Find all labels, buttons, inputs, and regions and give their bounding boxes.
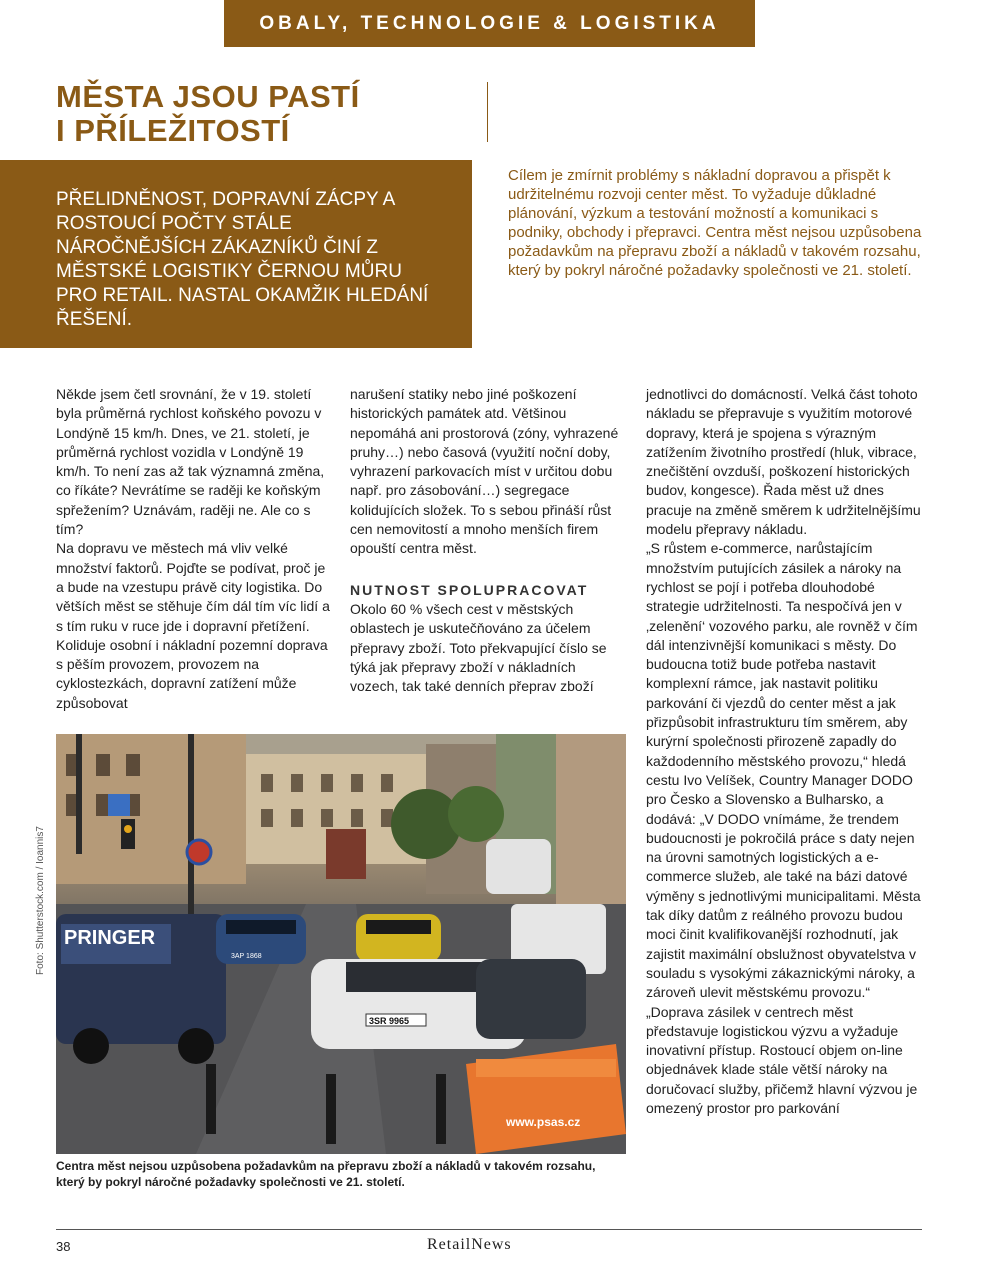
lead-text: PŘELIDNĚNOST, DOPRAVNÍ ZÁCPY A ROSTOUCÍ POČTY STÁLE NÁROČNĚJŠÍCH ZÁKAZNÍKŮ ČINÍ Z MĚSTSKÉ LOGISTIKY ČERNOU MŮRU PRO RETAIL. NASTAL OKAMŽIK HLEDÁNÍ ŘEŠENÍ. xyxy=(56,189,429,330)
headline-divider xyxy=(487,82,488,142)
headline-line-1: MĚSTA JSOU PASTÍ xyxy=(56,79,360,114)
column-3 xyxy=(646,385,923,1118)
column-2 xyxy=(350,385,627,696)
paragraph: narušení statiky nebo jiné poškození historických památek atd. Většinou nepomáhá ani prostorová (zóny, vyhrazené pruhy…) nebo časová (využití noční doby, vyhrazení parkovacích míst v určitou dobu např. pro zásobování…) segregace kolidujících složek. To s sebou přináší růst cen nemovitostí a mnoho menších firem opouští centra měst. xyxy=(350,386,619,557)
van-text: PRINGER xyxy=(64,927,156,949)
paragraph: Někde jsem četl srovnání, že v 19. století byla průměrná rychlost koňského povozu v Londýně 15 km/h. Dnes, ve 21. století, je průměrná rychlost vozidla v Londýně 19 km/h. To není zas až tak významná změna, co říkáte? Nevrátíme se raději ke koňským spřežením? Uznávám, raději ne. Ale co s tím? xyxy=(56,386,325,538)
section-banner xyxy=(224,0,755,47)
street-traffic-photo xyxy=(56,734,626,1154)
headline-line-2: I PŘÍLEŽITOSTÍ xyxy=(56,113,290,148)
photo-illustration xyxy=(56,734,626,1154)
footer-rule xyxy=(56,1229,922,1230)
lead-box xyxy=(0,160,472,348)
paragraph: „Doprava zásilek v centrech měst představuje logistickou výzvu a vyžaduje inovativní přístup. Rostoucí objem on-line objednávek klade stále větší nároky na doručovací služby, přičemž hlavní výzvou je omezený prostor pro parkování xyxy=(646,1003,918,1116)
bin-text: www.psas.cz xyxy=(506,1115,581,1129)
section-label: OBALY, TECHNOLOGIE & LOGISTIKA xyxy=(259,12,720,34)
subheading: NUTNOST SPOLUPRACOVAT xyxy=(350,581,589,598)
car-plate: 3SR 9965 xyxy=(369,1016,410,1026)
magazine-logo: RetailNews xyxy=(427,1236,512,1253)
paragraph: „S růstem e-commerce, narůstajícím množstvím putujících zásilek a nároky na rychlost se pojí i potřeba dlouhodobé strategie udržitelnosti. Ta nespočívá jen v ‚zelenění‘ vozového parku, ale rovněž v čím dál intenzivnější komunikaci s městy. Do budoucna totiž bude potřeba nastavit komplexní rámce, jak nastavit politiku parkování či vjezdů do center měst a jak přizpůsobit infrastrukturu tím směrem, aby kurýrní společnosti přirozeně zapadly do každodenního městského provozu,“ hledá cestu Ivo Velíšek, Country Manager DODO pro Česko a Slovensko a Bulharsko, a dodává: „V DODO vnímáme, že trendem budoucnosti je pokročilá práce s daty nejen na úrovni samotných logistických a e-commerce služeb, ale také na bázi datové výměny s jednotlivými municipalitami. Města tak díky datům z reálného provozu budou moci činit kvalifikovanější rozhodnutí, jak zajistit maximální obslužnost obyvatelstva v souladu s vysokými zákaznickými nároky, a zároveň ulevit městskému provozu.“ xyxy=(646,540,921,1001)
column-1 xyxy=(56,385,333,713)
intro-paragraph: Cílem je zmírnit problémy s nákladní dopravou a přispět k udržitelnému rozvoji center měst. To vyžaduje důkladné plánování, výzkum a testování možností a komunikaci s podniky, obchody i přepravci. Centra měst nejsou uzpůsobena požadavkům na přepravu zboží a nákladů v takovém rozsahu, který by pokryl náročné požadavky společnosti ve 21. století. xyxy=(508,167,922,279)
page-number: 38 xyxy=(56,1239,71,1254)
paragraph: Okolo 60 % všech cest v městských oblastech je uskutečňováno za účelem přepravy zboží. Toto překvapující číslo se týká jak přepravy zboží v nákladních vozech, tak také denních přeprav zboží xyxy=(350,600,607,695)
paragraph: Na dopravu ve městech má vliv velké množství faktorů. Pojďte se podívat, proč je a bude na vzestupu právě city logistika. Do větších měst se stěhuje čím dál tím víc lidí a s tím ruku v ruce jde i dopravní přetížení. Koliduje osobní i nákladní pozemní doprava s pěším provozem, provozem na cyklostezkách, dopravní zatížení může způsobovat xyxy=(56,540,330,711)
article-headline xyxy=(56,80,476,148)
car-plate: 3AP 1868 xyxy=(231,953,262,960)
photo-caption: Centra měst nejsou uzpůsobena požadavkům na přepravu zboží a nákladů v takovém rozsahu, který by pokryl náročné požadavky společnosti ve 21. století. xyxy=(56,1159,596,1189)
photo-credit: Foto: Shutterstock.com / Ioannis7 xyxy=(35,826,46,975)
paragraph: jednotlivci do domácností. Velká část tohoto nákladu se přepravuje s využitím motorové dopravy, která je spojena s výrazným zatížením životního prostředí (hluk, vibrace, znečištění ovzduší, poškození historických budov, kongesce). Řada měst už dnes pracuje na změně směrem k udržitelnějšímu modelu přepravy nákladu. xyxy=(646,386,921,538)
